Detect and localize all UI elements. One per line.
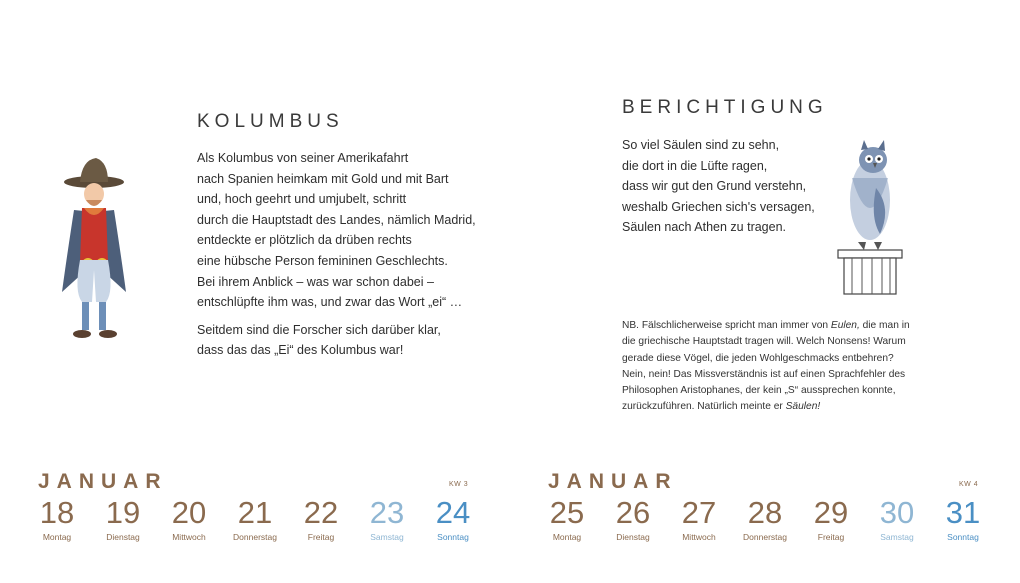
day-20 xyxy=(154,494,224,542)
day-number: 18 xyxy=(39,495,75,530)
day-number: 26 xyxy=(615,495,651,530)
poem-line: entschlüpfte ihm was, und zwar das Wort „ei“ … xyxy=(197,295,463,310)
weekday-name: Donnerstag xyxy=(233,532,277,542)
weekday-name: Freitag xyxy=(817,532,845,542)
day-18 xyxy=(22,494,92,542)
footnote-text: NB. Fälschlicherweise spricht man immer von xyxy=(622,320,831,331)
day-19 xyxy=(88,494,158,542)
day-22 xyxy=(286,494,356,542)
day-30 xyxy=(862,494,932,542)
owl-on-column-illustration xyxy=(818,138,918,298)
day-number: 28 xyxy=(747,495,783,530)
poem-line: Seitdem sind die Forscher sich darüber klar, xyxy=(197,322,441,337)
poem-line: eine hübsche Person femininen Geschlechts. xyxy=(197,253,448,268)
day-24 xyxy=(418,494,488,542)
weekday-name: Samstag xyxy=(370,532,404,542)
day-number: 27 xyxy=(681,495,717,530)
footnote-text: die man in die griechische Hauptstadt tragen will. Welch Nonsens! Warum gerade diese Vögel, die jeden Wohlgeschmacks entbehren? Nein, nein! Das Missverständnis ist auf einen Sprachfehler des Philosophen Aristophanes, der kein „S“ aussprechen konnte, zurückzuführen. Natürlich meinte er xyxy=(622,320,910,413)
day-29 xyxy=(796,494,866,542)
day-28 xyxy=(730,494,800,542)
day-number: 23 xyxy=(369,495,405,530)
poem-text xyxy=(197,148,476,361)
day-25 xyxy=(532,494,602,542)
day-23 xyxy=(352,494,422,542)
day-21 xyxy=(220,494,290,542)
poem-line: dass wir gut den Grund verstehn, xyxy=(622,179,807,194)
day-number: 24 xyxy=(435,495,471,530)
weekday-name: Mittwoch xyxy=(172,532,206,542)
month-label: JANUAR xyxy=(38,470,168,493)
poem-line: So viel Säulen sind zu sehn, xyxy=(622,138,780,152)
right-page xyxy=(510,0,1020,583)
day-number: 21 xyxy=(237,495,273,530)
day-number: 19 xyxy=(105,495,141,530)
day-26 xyxy=(598,494,668,542)
day-27 xyxy=(664,494,734,542)
day-number: 22 xyxy=(303,495,339,530)
weekday-name: Sonntag xyxy=(947,532,979,542)
week-number: KW 4 xyxy=(959,481,979,488)
poem-line: und, hoch geehrt und umjubelt, schritt xyxy=(197,192,407,207)
poem-title: BERICHTIGUNG xyxy=(622,97,828,118)
day-number: 30 xyxy=(879,495,915,530)
weekday-name: Sonntag xyxy=(437,532,469,542)
day-number: 20 xyxy=(171,495,207,530)
poem-line: entdeckte er plötzlich da drüben rechts xyxy=(197,233,412,248)
weekday-name: Dienstag xyxy=(106,532,140,542)
columbus-illustration xyxy=(44,152,144,352)
poem-title: KOLUMBUS xyxy=(197,111,344,132)
poem-line: dass das das „Ei“ des Kolumbus war! xyxy=(197,343,404,358)
poem-line: Bei ihrem Anblick – was war schon dabei – xyxy=(197,274,434,289)
weekday-name: Montag xyxy=(552,532,582,542)
weekday-name: Samstag xyxy=(880,532,914,542)
poem-line: durch die Hauptstadt des Landes, nämlich Madrid, xyxy=(197,212,476,227)
footnote-emphasis: Eulen, xyxy=(830,320,860,331)
day-31 xyxy=(928,494,998,542)
poem-line: nach Spanien heimkam mit Gold und mit Bart xyxy=(197,171,449,186)
day-number: 31 xyxy=(945,495,981,530)
weekday-name: Mittwoch xyxy=(682,532,716,542)
weekday-name: Dienstag xyxy=(616,532,650,542)
week-number: KW 3 xyxy=(449,481,469,488)
day-number: 29 xyxy=(813,495,849,530)
poem-line: Als Kolumbus von seiner Amerikafahrt xyxy=(197,151,409,165)
footnote xyxy=(622,318,912,416)
footnote-emphasis: Säulen! xyxy=(785,401,821,413)
weekday-name: Montag xyxy=(42,532,72,542)
poem-text xyxy=(622,135,815,238)
poem-line: die dort in die Lüfte ragen, xyxy=(622,158,768,173)
weekday-name: Donnerstag xyxy=(743,532,787,542)
month-label: JANUAR xyxy=(548,470,678,493)
weekday-name: Freitag xyxy=(307,532,335,542)
poem-line: weshalb Griechen sich's versagen, xyxy=(622,199,815,214)
poem-line: Säulen nach Athen zu tragen. xyxy=(622,220,787,235)
day-number: 25 xyxy=(549,495,585,530)
